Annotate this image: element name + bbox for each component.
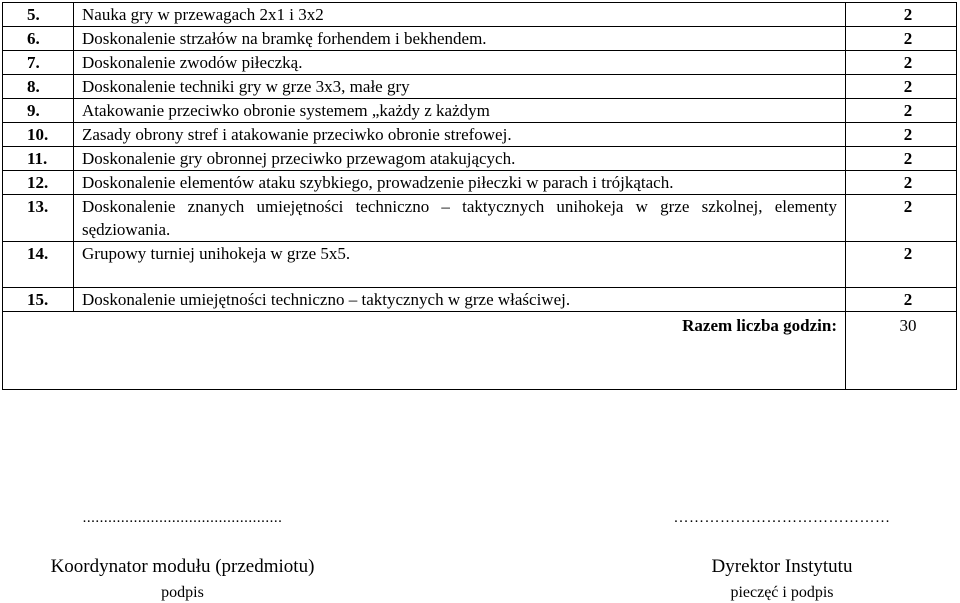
table-row [3, 242, 957, 288]
row-number: 14. [3, 242, 74, 288]
row-number: 6. [3, 27, 74, 51]
total-hours-label: Razem liczba godzin: [3, 312, 846, 390]
table-row [3, 123, 957, 147]
table-row [3, 99, 957, 123]
table-row [3, 195, 957, 242]
row-hours: 2 [846, 288, 957, 312]
table-row [3, 51, 957, 75]
row-hours: 2 [846, 123, 957, 147]
coordinator-signature-block [10, 510, 355, 602]
row-topic: Doskonalenie techniki gry w grze 3x3, małe gry [74, 75, 846, 99]
row-number: 13. [3, 195, 74, 242]
row-number: 7. [3, 51, 74, 75]
row-number: 9. [3, 99, 74, 123]
row-number: 11. [3, 147, 74, 171]
row-topic: Grupowy turniej unihokeja w grze 5x5. [74, 242, 846, 288]
row-topic: Doskonalenie umiejętności techniczno – taktycznych w grze właściwej. [74, 288, 846, 312]
table-row [3, 288, 957, 312]
signature-title: Dyrektor Instytutu [711, 556, 853, 577]
signature-line: …………………………………… [673, 510, 891, 526]
row-hours: 2 [846, 195, 957, 242]
row-number: 8. [3, 75, 74, 99]
row-topic: Nauka gry w przewagach 2x1 i 3x2 [74, 3, 846, 27]
signature-caption: podpis [161, 584, 204, 601]
row-hours: 2 [846, 51, 957, 75]
row-hours: 2 [846, 147, 957, 171]
table-row [3, 27, 957, 51]
row-number: 12. [3, 171, 74, 195]
row-number: 15. [3, 288, 74, 312]
row-number: 5. [3, 3, 74, 27]
row-hours: 2 [846, 3, 957, 27]
table-row [3, 3, 957, 27]
director-signature-block [632, 510, 932, 602]
row-topic: Doskonalenie gry obronnej przeciwko przewagom atakujących. [74, 147, 846, 171]
row-topic: Zasady obrony stref i atakowanie przeciwko obronie strefowej. [74, 123, 846, 147]
table-row [3, 171, 957, 195]
table-row [3, 75, 957, 99]
row-hours: 2 [846, 27, 957, 51]
row-number: 10. [3, 123, 74, 147]
table-row [3, 147, 957, 171]
row-hours: 2 [846, 99, 957, 123]
row-topic: Doskonalenie elementów ataku szybkiego, prowadzenie piłeczki w parach i trójkątach. [74, 171, 846, 195]
row-topic: Doskonalenie strzałów na bramkę forhendem i bekhendem. [74, 27, 846, 51]
signature-line: ............................................... [82, 510, 283, 526]
total-row [3, 312, 957, 390]
total-hours-value: 30 [846, 312, 957, 390]
signature-title: Koordynator modułu (przedmiotu) [50, 556, 315, 577]
row-hours: 2 [846, 171, 957, 195]
program-table [2, 2, 957, 390]
row-hours: 2 [846, 75, 957, 99]
row-hours: 2 [846, 242, 957, 288]
row-topic: Atakowanie przeciwko obronie systemem „każdy z każdym [74, 99, 846, 123]
signature-caption: pieczęć i podpis [730, 584, 834, 601]
row-topic: Doskonalenie zwodów piłeczką. [74, 51, 846, 75]
row-topic: Doskonalenie znanych umiejętności techniczno – taktycznych unihokeja w grze szkolnej, elementy sędziowania. [74, 195, 846, 242]
